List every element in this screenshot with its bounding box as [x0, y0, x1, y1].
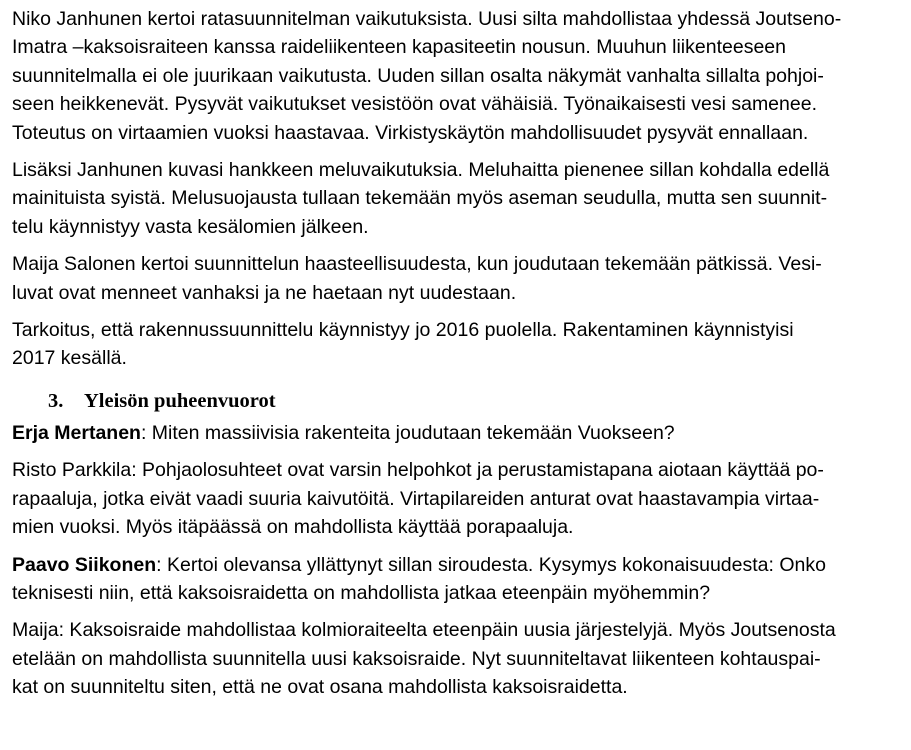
paragraph-schedule — [12, 316, 904, 373]
paragraph-spacing — [12, 241, 904, 250]
speaker-name: Erja Mertanen — [12, 421, 141, 444]
text-line — [12, 551, 904, 579]
text-line: seen heikkenevät. Pysyvät vaikutukset vesistöön ovat vähäisiä. Työnaikaisesti vesi samenee. — [12, 93, 817, 116]
paragraph-noise-effects — [12, 156, 904, 241]
text-line: Toteutus on virtaamien vuoksi haastavaa. Virkistyskäytön mahdollisuudet pysyvät ennallaan. — [12, 121, 809, 144]
text-line: mainituista syistä. Melusuojausta tullaan tekemään myös aseman seudulla, mutta sen suunnit- — [12, 187, 828, 210]
paragraph-spacing — [12, 607, 904, 616]
question-paavo — [12, 551, 904, 608]
text-line: Imatra –kaksoisraiteen kanssa raideliikenteen kapasiteetin nousun. Muuhun liikenteeseen — [12, 36, 786, 59]
paragraph-spacing — [12, 147, 904, 156]
text-line: etelään on mahdollista suunnitella uusi kaksoisraide. Nyt suunniteltavat liikenteen kohtauspai- — [12, 647, 821, 670]
paragraph-spacing — [12, 542, 904, 551]
text-line: 2017 kesällä. — [12, 347, 127, 370]
text-line: luvat ovat menneet vanhaksi ja ne haetaan nyt uudestaan. — [12, 281, 517, 304]
text-line: Tarkoitus, että rakennussuunnittelu käynnistyy jo 2016 puolella. Rakentaminen käynnistyisi — [12, 319, 794, 342]
text-line — [12, 419, 904, 447]
text-line: Risto Parkkila: Pohjaolosuhteet ovat varsin helpohkot ja perustamistapana aiotaan käyttää po- — [12, 459, 824, 482]
text-line: teknisesti niin, että kaksoisraidetta on mahdollista jatkaa eteenpäin myöhemmin? — [12, 581, 711, 604]
paragraph-spacing — [12, 447, 904, 456]
text-line: Maija Salonen kertoi suunnittelun haasteellisuudesta, kun joudutaan tekemään pätkissä. Vesi- — [12, 253, 822, 276]
text-line: suunnitelmalla ei ole juurikaan vaikutusta. Uuden sillan osalta näkymät vanhalta sillalta pohjoi- — [12, 64, 824, 87]
text-line: Maija: Kaksoisraide mahdollistaa kolmioraiteelta eteenpäin uusia järjestelyjä. Myös Joutsenosta — [12, 619, 836, 642]
section-heading — [12, 373, 904, 415]
paragraph-track-plan-effects — [12, 5, 904, 147]
paragraph-planning-challenges — [12, 250, 904, 307]
text-line: Niko Janhunen kertoi ratasuunnitelman vaikutuksista. Uusi silta mahdollistaa yhdessä Joutseno- — [12, 8, 842, 30]
question-text: : Miten massiivisia rakenteita joudutaan tekemään Vuokseen? — [140, 421, 675, 444]
text-line: mien vuoksi. Myös itäpäässä on mahdollista käyttää porapaaluja. — [12, 516, 574, 539]
answer-maija — [12, 616, 904, 701]
section-number: 3. — [48, 389, 64, 412]
document-page — [12, 5, 904, 702]
text-line: rapaaluja, jotka eivät vaadi suuria kaivutöitä. Virtapilareiden anturat ovat haastavampia virtaa- — [12, 487, 820, 510]
answer-risto — [12, 456, 904, 541]
text-line: telu käynnistyy vasta kesälomien jälkeen. — [12, 215, 369, 238]
text-line: kat on suunniteltu siten, että ne ovat osana mahdollista kaksoisraidetta. — [12, 676, 628, 699]
question-erja — [12, 419, 904, 447]
paragraph-spacing — [12, 307, 904, 316]
text-line: Lisäksi Janhunen kuvasi hankkeen meluvaikutuksia. Meluhaitta pienenee sillan kohdalla edellä — [12, 159, 830, 182]
question-text: : Kertoi olevansa yllättynyt sillan siroudesta. Kysymys kokonaisuudesta: Onko — [156, 553, 826, 576]
section-title: Yleisön puheenvuorot — [84, 389, 276, 412]
speaker-name: Paavo Siikonen — [12, 553, 157, 576]
